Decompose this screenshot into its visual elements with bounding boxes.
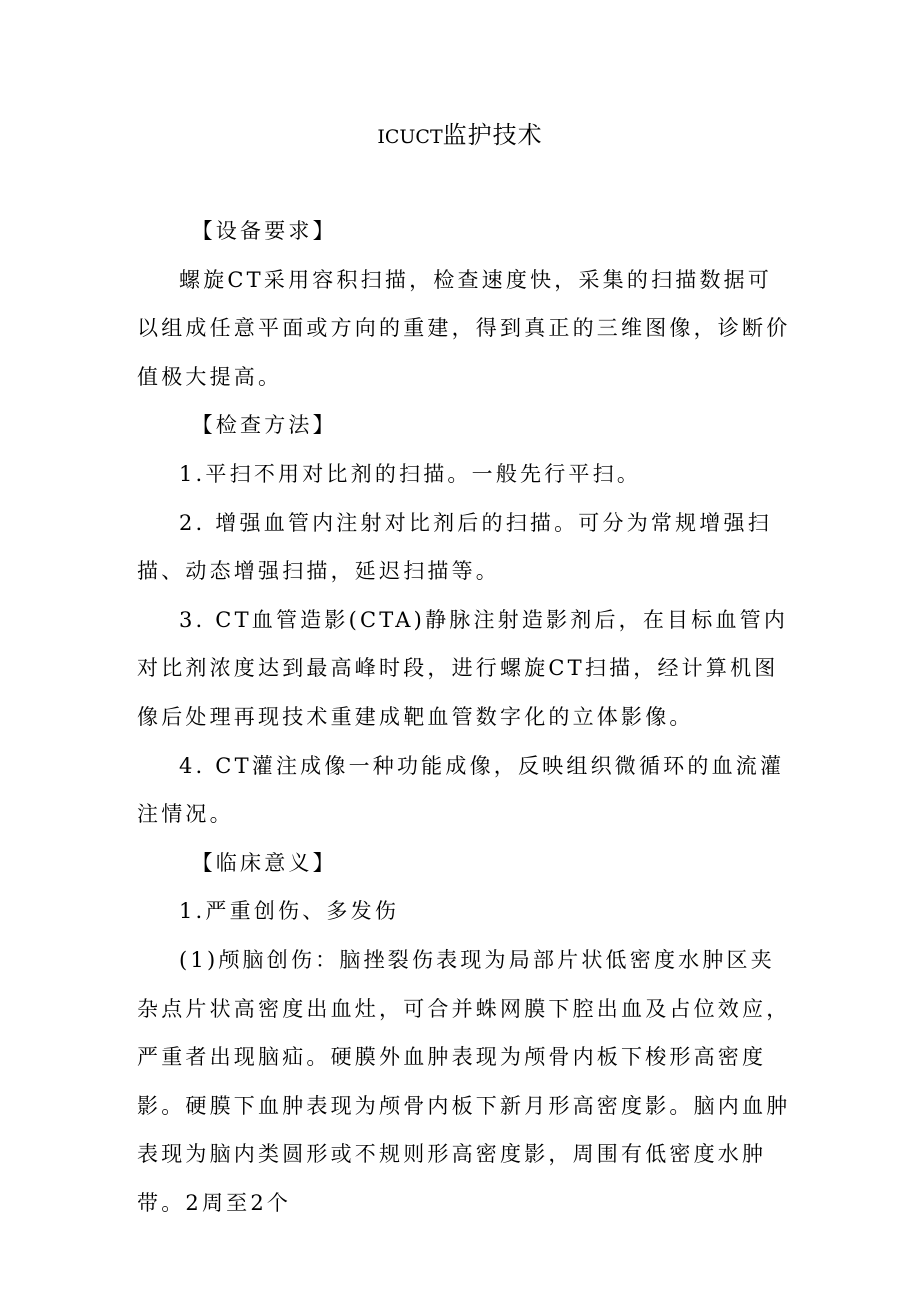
paragraph-method-plain-scan: 1.平扫不用对比剂的扫描。一般先行平扫。 <box>179 461 642 486</box>
section-heading-equipment: 【设备要求】 <box>191 219 337 243</box>
document-title-chinese: 监护技术 <box>442 121 543 149</box>
document-title-latin: ICUCT <box>377 126 443 148</box>
section-heading-methods: 【检查方法】 <box>191 413 337 438</box>
paragraph-method-perfusion: 4. CT灌注成像一种功能成像，反映组织微循环的血流灌注情况。 <box>137 753 785 827</box>
paragraph-clinical-trauma: 1.严重创伤、多发伤 <box>179 899 400 924</box>
paragraph-method-enhanced-scan: 2. 增强血管内注射对比剂后的扫描。可分为常规增强扫描、动态增强扫描，延迟扫描等。 <box>137 510 772 584</box>
paragraph-clinical-brain-injury: (1)颅脑创伤：脑挫裂伤表现为局部片状低密度水肿区夹杂点片状高密度出血灶，可合并蛛网膜下腔出血及占位效应，严重者出现脑疝。硬膜外血肿表现为颅骨内板下梭形高密度影。硬膜下血肿表现为颅骨内板下新月形高密度影。脑内血肿表现为脑内类圆形或不规则形高密度影，周围有低密度水肿带。2周至2个 <box>137 947 791 1215</box>
document-body <box>137 207 792 1227</box>
paragraph-method-cta: 3. CT血管造影(CTA)静脉注射造影剂后，在目标血管内对比剂浓度达到最高峰时段，进行螺旋CT扫描，经计算机图像后处理再现技术重建成靶血管数字化的立体影像。 <box>137 607 789 729</box>
section-heading-clinical: 【临床意义】 <box>191 850 337 875</box>
paragraph-equipment-description: 螺旋CT采用容积扫描，检查速度快，采集的扫描数据可以组成任意平面或方向的重建，得到真正的三维图像，诊断价值极大提高。 <box>137 267 791 389</box>
document-title <box>0 118 920 154</box>
